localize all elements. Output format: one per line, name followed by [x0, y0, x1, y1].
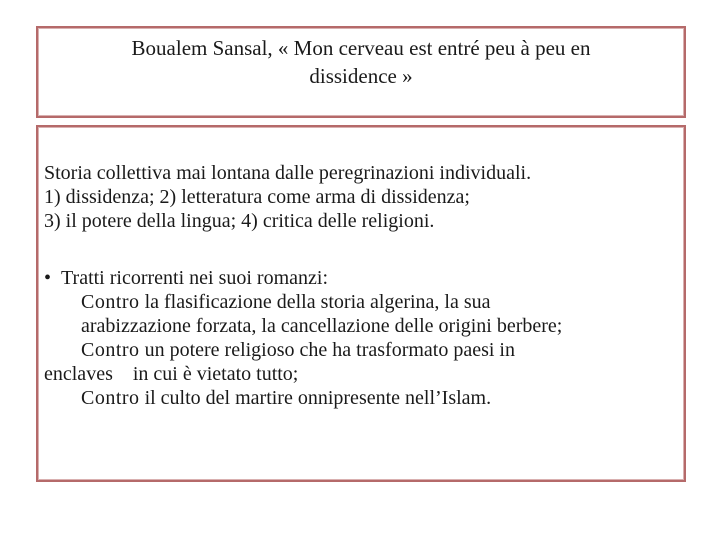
title-line-2: dissidence »	[309, 64, 413, 88]
item-1-line-1	[44, 290, 678, 314]
item-2-line-2: enclaves in cui è vietato tutto;	[44, 363, 299, 385]
slide-title	[38, 34, 684, 90]
item-2-text: un potere religioso che ha trasformato paesi in	[139, 339, 515, 361]
item-2-line-1	[44, 338, 678, 362]
intro-line-3: 3) il potere della lingua; 4) critica delle religioni.	[44, 210, 435, 232]
item-3-keyword: Contro	[81, 387, 140, 409]
item-3-text: il culto del martire onnipresente nell’Islam.	[139, 387, 492, 409]
item-1-text: la flasificazione della storia algerina, la sua	[139, 291, 491, 313]
intro-line-2: 1) dissidenza; 2) letteratura come arma di dissidenza;	[44, 186, 470, 208]
content-text	[44, 161, 678, 410]
bullet-icon: •	[44, 267, 52, 289]
item-1-line-2: arabizzazione forzata, la cancellazione delle origini berbere;	[81, 315, 563, 337]
title-box	[36, 26, 686, 118]
item-1-keyword: Contro	[81, 291, 140, 313]
bullet-heading-line	[44, 266, 678, 290]
item-2-keyword: Contro	[81, 339, 140, 361]
intro-line-1: Storia collettiva mai lontana dalle peregrinazioni individuali.	[44, 162, 532, 184]
item-3-line-1	[44, 386, 678, 410]
title-line-1: Boualem Sansal, « Mon cerveau est entré peu à peu en	[131, 36, 591, 60]
bullet-heading: Tratti ricorrenti nei suoi romanzi:	[61, 267, 328, 289]
content-box	[36, 125, 686, 482]
